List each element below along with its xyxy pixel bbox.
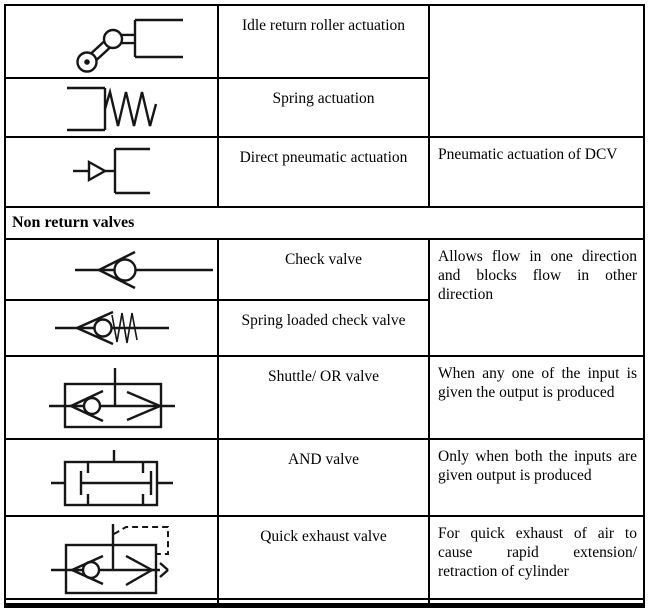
symbols-table	[4, 4, 645, 608]
symbol-cell-check-valve	[6, 240, 217, 299]
symbol-cell-shuttle-or-valve	[6, 357, 217, 438]
name-cell	[219, 138, 428, 206]
row-name-label: Spring loaded check valve	[241, 312, 406, 329]
shuttle-or-valve-icon	[48, 367, 176, 429]
name-cell	[219, 240, 428, 299]
section-header-non-return-valves	[6, 208, 643, 238]
row-name-label: Spring actuation	[272, 90, 375, 107]
description-cell	[430, 357, 643, 438]
row-name-label: Quick exhaust valve	[260, 528, 387, 545]
description-cell-merged-empty	[430, 6, 643, 136]
and-valve-icon	[50, 449, 174, 507]
description-cell-merged	[430, 240, 643, 355]
description-cell	[430, 440, 643, 515]
name-cell	[219, 79, 428, 136]
symbol-cell-spring-actuation	[6, 79, 217, 136]
spring-loaded-check-valve-icon	[53, 305, 171, 351]
description-cell	[430, 517, 643, 598]
name-cell	[219, 301, 428, 355]
partial-row-cell	[6, 600, 217, 603]
row-name-label: Shuttle/ OR valve	[267, 368, 380, 385]
quick-exhaust-valve-icon	[49, 518, 175, 598]
description-text: For quick exhaust of air to cause rapid extension/ retraction of cylinder	[438, 525, 637, 580]
symbol-cell-idle-return-roller	[6, 6, 217, 77]
partial-row-cell	[219, 600, 428, 603]
description-text: Pneumatic actuation of DCV	[438, 146, 618, 163]
name-cell	[219, 517, 428, 598]
name-cell	[219, 6, 428, 77]
symbol-cell-and-valve	[6, 440, 217, 515]
name-cell	[219, 357, 428, 438]
direct-pneumatic-actuation-icon	[71, 143, 153, 201]
spring-actuation-icon	[59, 80, 164, 136]
description-cell	[430, 138, 643, 206]
section-header-label: Non return valves	[12, 214, 135, 231]
symbol-cell-spring-loaded-check	[6, 301, 217, 355]
name-cell	[219, 440, 428, 515]
row-name-label: Check valve	[284, 251, 363, 268]
description-text: Only when both the inputs are given output is produced	[438, 448, 637, 484]
row-name-label: AND valve	[287, 451, 360, 468]
check-valve-icon	[73, 244, 215, 296]
description-text: Allows flow in one direction and blocks flow in other direction	[438, 248, 637, 303]
symbol-cell-direct-pneumatic	[6, 138, 217, 206]
symbol-cell-quick-exhaust	[6, 517, 217, 598]
description-text: When any one of the input is given the output is produced	[438, 365, 637, 401]
partial-row-cell	[430, 600, 643, 603]
idle-return-roller-actuation-icon	[67, 11, 185, 73]
row-name-label: Idle return roller actuation	[241, 17, 406, 34]
row-name-label: Direct pneumatic actuation	[239, 149, 408, 166]
